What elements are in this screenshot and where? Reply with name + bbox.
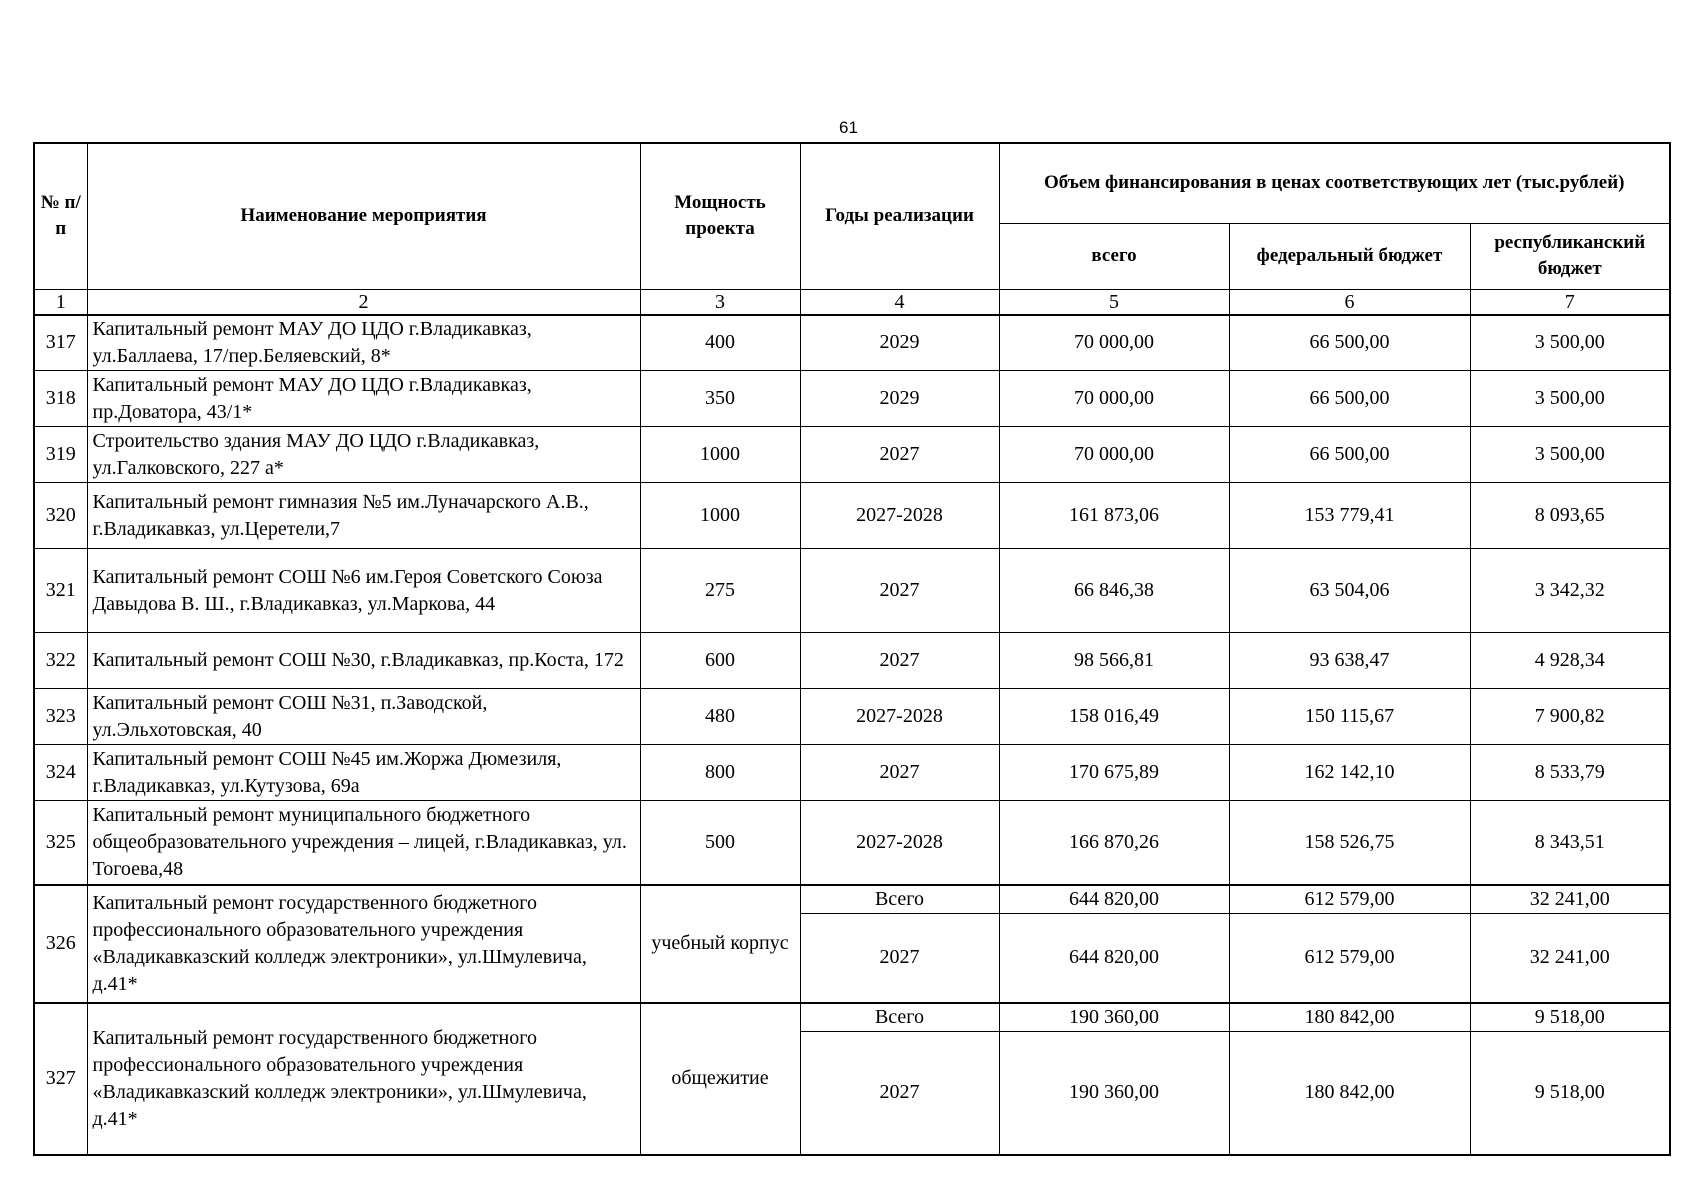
table-row — [34, 689, 1670, 745]
row-republic: 3 342,32 — [1470, 549, 1670, 633]
row-total: 170 675,89 — [999, 745, 1229, 801]
row-federal: 63 504,06 — [1229, 549, 1470, 633]
row-name: Капитальный ремонт МАУ ДО ЦДО г.Владикавказ, ул.Баллаева, 17/пер.Беляевский, 8* — [87, 315, 640, 371]
row-number: 322 — [34, 633, 87, 689]
row-number: 325 — [34, 801, 87, 885]
column-number: 5 — [999, 289, 1229, 315]
row-years: 2027-2028 — [800, 801, 999, 885]
row-years: 2027-2028 — [800, 483, 999, 549]
row-federal: 612 579,00 — [1229, 913, 1470, 1003]
row-federal: 180 842,00 — [1229, 1032, 1470, 1155]
row-total: 190 360,00 — [999, 1032, 1229, 1155]
row-years: 2027 — [800, 549, 999, 633]
header-federal: федеральный бюджет — [1229, 223, 1470, 289]
column-number: 6 — [1229, 289, 1470, 315]
row-capacity: общежитие — [640, 1003, 800, 1155]
row-name: Капитальный ремонт СОШ №31, п.Заводской, ул.Эльхотовская, 40 — [87, 689, 640, 745]
summary-republic: 9 518,00 — [1470, 1003, 1670, 1032]
row-federal: 66 500,00 — [1229, 315, 1470, 371]
row-years: 2027 — [800, 913, 999, 1003]
table-row — [34, 427, 1670, 483]
group-summary-row — [34, 1003, 1670, 1032]
row-total: 644 820,00 — [999, 913, 1229, 1003]
header-years: Годы реализации — [800, 143, 999, 289]
row-federal: 66 500,00 — [1229, 427, 1470, 483]
row-republic: 4 928,34 — [1470, 633, 1670, 689]
summary-federal: 180 842,00 — [1229, 1003, 1470, 1032]
column-number: 3 — [640, 289, 800, 315]
header-num: № п/п — [34, 143, 87, 289]
group-summary-row — [34, 885, 1670, 914]
row-total: 70 000,00 — [999, 371, 1229, 427]
table-row — [34, 483, 1670, 549]
row-name: Капитальный ремонт муниципального бюджетного общеобразовательного учреждения – лицей, г.Владикавказ, ул. Тогоева,48 — [87, 801, 640, 885]
page-number: 61 — [839, 118, 858, 137]
row-name: Капитальный ремонт СОШ №45 им.Жоржа Дюмезиля, г.Владикавказ, ул.Кутузова, 69а — [87, 745, 640, 801]
summary-label: Всего — [800, 1003, 999, 1032]
summary-republic: 32 241,00 — [1470, 885, 1670, 914]
header-republic: республиканский бюджет — [1470, 223, 1670, 289]
table-row — [34, 801, 1670, 885]
row-years: 2029 — [800, 371, 999, 427]
row-republic: 3 500,00 — [1470, 371, 1670, 427]
row-total: 158 016,49 — [999, 689, 1229, 745]
row-number: 320 — [34, 483, 87, 549]
table-row — [34, 549, 1670, 633]
summary-total: 644 820,00 — [999, 885, 1229, 914]
column-number: 7 — [1470, 289, 1670, 315]
row-republic: 7 900,82 — [1470, 689, 1670, 745]
column-number: 2 — [87, 289, 640, 315]
row-capacity: 1000 — [640, 427, 800, 483]
row-years: 2029 — [800, 315, 999, 371]
row-federal: 150 115,67 — [1229, 689, 1470, 745]
header-total: всего — [999, 223, 1229, 289]
header-financing: Объем финансирования в ценах соответствующих лет (тыс.рублей) — [999, 143, 1670, 223]
row-name: Капитальный ремонт МАУ ДО ЦДО г.Владикавказ, пр.Доватора, 43/1* — [87, 371, 640, 427]
row-republic: 8 533,79 — [1470, 745, 1670, 801]
row-federal: 66 500,00 — [1229, 371, 1470, 427]
row-number: 317 — [34, 315, 87, 371]
row-republic: 8 343,51 — [1470, 801, 1670, 885]
row-federal: 153 779,41 — [1229, 483, 1470, 549]
row-number: 319 — [34, 427, 87, 483]
column-number: 4 — [800, 289, 999, 315]
header-name: Наименование мероприятия — [87, 143, 640, 289]
table-row — [34, 371, 1670, 427]
row-name: Строительство здания МАУ ДО ЦДО г.Владикавказ, ул.Галковского, 227 а* — [87, 427, 640, 483]
summary-federal: 612 579,00 — [1229, 885, 1470, 914]
row-number: 324 — [34, 745, 87, 801]
row-capacity: 350 — [640, 371, 800, 427]
financing-table — [33, 142, 1671, 1156]
row-years: 2027 — [800, 1032, 999, 1155]
row-name: Капитальный ремонт СОШ №6 им.Героя Советского Союза Давыдова В. Ш., г.Владикавказ, ул.Маркова, 44 — [87, 549, 640, 633]
table-row — [34, 315, 1670, 371]
summary-total: 190 360,00 — [999, 1003, 1229, 1032]
row-capacity: 600 — [640, 633, 800, 689]
row-number: 323 — [34, 689, 87, 745]
summary-label: Всего — [800, 885, 999, 914]
row-republic: 3 500,00 — [1470, 427, 1670, 483]
row-name: Капитальный ремонт государственного бюджетного профессионального образовательного учреждения «Владикавказский колледж электроники», ул.Шмулевича, д.41* — [87, 1003, 640, 1155]
table-row — [34, 745, 1670, 801]
row-total: 166 870,26 — [999, 801, 1229, 885]
row-federal: 93 638,47 — [1229, 633, 1470, 689]
row-name: Капитальный ремонт СОШ №30, г.Владикавказ, пр.Коста, 172 — [87, 633, 640, 689]
row-federal: 162 142,10 — [1229, 745, 1470, 801]
row-total: 70 000,00 — [999, 315, 1229, 371]
row-years: 2027 — [800, 745, 999, 801]
row-capacity: 500 — [640, 801, 800, 885]
row-number: 327 — [34, 1003, 87, 1155]
row-number: 321 — [34, 549, 87, 633]
row-name: Капитальный ремонт гимназия №5 им.Луначарского А.В., г.Владикавказ, ул.Церетели,7 — [87, 483, 640, 549]
row-name: Капитальный ремонт государственного бюджетного профессионального образовательного учреждения «Владикавказский колледж электроники», ул.Шмулевича, д.41* — [87, 885, 640, 1004]
row-capacity: 1000 — [640, 483, 800, 549]
row-capacity: 275 — [640, 549, 800, 633]
row-total: 98 566,81 — [999, 633, 1229, 689]
row-number: 326 — [34, 885, 87, 1004]
row-republic: 3 500,00 — [1470, 315, 1670, 371]
row-total: 70 000,00 — [999, 427, 1229, 483]
row-republic: 32 241,00 — [1470, 913, 1670, 1003]
header-capacity: Мощность проекта — [640, 143, 800, 289]
row-years: 2027-2028 — [800, 689, 999, 745]
row-capacity: учебный корпус — [640, 885, 800, 1004]
row-capacity: 400 — [640, 315, 800, 371]
row-years: 2027 — [800, 427, 999, 483]
column-number: 1 — [34, 289, 87, 315]
row-total: 161 873,06 — [999, 483, 1229, 549]
row-republic: 8 093,65 — [1470, 483, 1670, 549]
row-republic: 9 518,00 — [1470, 1032, 1670, 1155]
row-federal: 158 526,75 — [1229, 801, 1470, 885]
table-row — [34, 633, 1670, 689]
column-numbers-row — [34, 289, 1670, 315]
row-capacity: 800 — [640, 745, 800, 801]
row-number: 318 — [34, 371, 87, 427]
row-years: 2027 — [800, 633, 999, 689]
row-total: 66 846,38 — [999, 549, 1229, 633]
row-capacity: 480 — [640, 689, 800, 745]
